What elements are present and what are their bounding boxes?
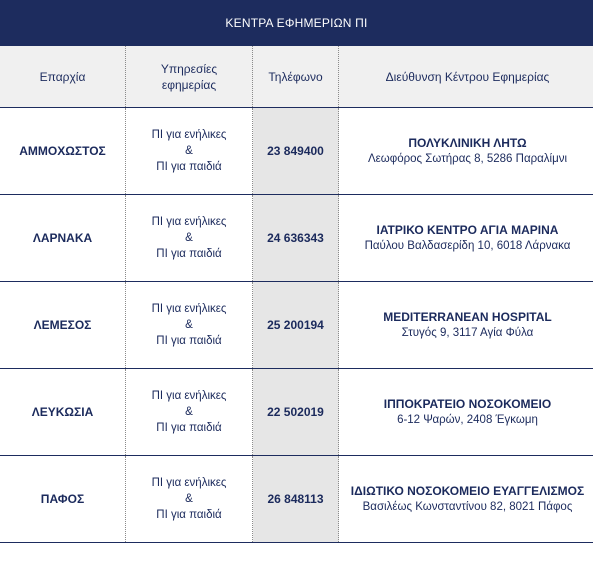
- phone-number[interactable]: 24 636343: [267, 230, 324, 245]
- service-adults: ΠΙ για ενήλικες: [151, 477, 227, 489]
- address-cell: [339, 195, 593, 282]
- services-cell: [126, 195, 253, 282]
- center-address: Στυγός 9, 3117 Αγία Φύλα: [401, 327, 534, 339]
- table-row: [0, 456, 593, 543]
- district-name: ΛΕΜΕΣΟΣ: [33, 317, 92, 332]
- address-cell: [339, 108, 593, 195]
- service-children: ΠΙ για παιδιά: [156, 161, 222, 173]
- service-adults: ΠΙ για ενήλικες: [151, 129, 227, 141]
- table-header-row: [0, 46, 593, 108]
- services-cell: [126, 369, 253, 456]
- district-cell: [0, 282, 126, 369]
- center-address: Παύλου Βαλδασερίδη 10, 6018 Λάρνακα: [364, 240, 571, 252]
- column-header-services-line2: εφημερίας: [161, 77, 217, 92]
- on-call-table: [0, 46, 593, 543]
- service-ampersand: &: [185, 232, 193, 244]
- column-header-services: [126, 46, 253, 108]
- phone-cell: [253, 456, 339, 543]
- column-header-phone: [253, 46, 339, 108]
- services-cell: [126, 108, 253, 195]
- service-children: ΠΙ για παιδιά: [156, 422, 222, 434]
- phone-cell: [253, 282, 339, 369]
- phone-number[interactable]: 23 849400: [267, 143, 324, 158]
- district-name: ΛΑΡΝΑΚΑ: [32, 230, 93, 245]
- service-ampersand: &: [185, 145, 193, 157]
- center-name: ΙΠΠΟΚΡΑΤΕΙΟ ΝΟΣΟΚΟΜΕΙΟ: [383, 397, 552, 411]
- district-name: ΛΕΥΚΩΣΙΑ: [31, 404, 94, 419]
- service-ampersand: &: [185, 406, 193, 418]
- column-header-phone-label: Τηλέφωνο: [268, 69, 323, 84]
- service-children: ΠΙ για παιδιά: [156, 248, 222, 260]
- column-header-address: [339, 46, 593, 108]
- service-adults: ΠΙ για ενήλικες: [151, 303, 227, 315]
- address-cell: [339, 369, 593, 456]
- center-name: MEDITERRANEAN HOSPITAL: [383, 310, 552, 324]
- center-address: Λεωφόρος Σωτήρας 8, 5286 Παραλίμνι: [367, 153, 568, 165]
- center-name: ΙΔΙΩΤΙΚΟ ΝΟΣΟΚΟΜΕΙΟ ΕΥΑΓΓΕΛΙΣΜΟΣ: [350, 484, 585, 498]
- district-cell: [0, 456, 126, 543]
- address-cell: [339, 282, 593, 369]
- column-header-district-label: Επαρχία: [39, 69, 86, 84]
- service-adults: ΠΙ για ενήλικες: [151, 216, 227, 228]
- table-row: [0, 108, 593, 195]
- column-header-address-label: Διεύθυνση Κέντρου Εφημερίας: [385, 69, 550, 84]
- services-cell: [126, 282, 253, 369]
- service-ampersand: &: [185, 493, 193, 505]
- phone-number[interactable]: 22 502019: [267, 404, 324, 419]
- phone-cell: [253, 195, 339, 282]
- center-address: Βασιλέως Κωνσταντίνου 82, 8021 Πάφος: [362, 501, 573, 513]
- page-title: ΚΕΝΤΡΑ ΕΦΗΜΕΡΙΩΝ ΠΙ: [225, 16, 368, 30]
- district-cell: [0, 369, 126, 456]
- service-children: ΠΙ για παιδιά: [156, 509, 222, 521]
- phone-number[interactable]: 25 200194: [267, 317, 324, 332]
- phone-number[interactable]: 26 848113: [267, 491, 324, 506]
- column-header-services-line1: Υπηρεσίες: [160, 61, 218, 76]
- center-name: ΠΟΛΥΚΛΙΝΙΚΗ ΛΗΤΩ: [408, 136, 527, 150]
- district-cell: [0, 108, 126, 195]
- column-header-district: [0, 46, 126, 108]
- services-cell: [126, 456, 253, 543]
- service-adults: ΠΙ για ενήλικες: [151, 390, 227, 402]
- table-row: [0, 282, 593, 369]
- phone-cell: [253, 108, 339, 195]
- title-bar: [0, 0, 593, 46]
- district-name: ΠΑΦΟΣ: [40, 491, 85, 506]
- table-row: [0, 195, 593, 282]
- table-row: [0, 369, 593, 456]
- district-cell: [0, 195, 126, 282]
- phone-cell: [253, 369, 339, 456]
- service-children: ΠΙ για παιδιά: [156, 335, 222, 347]
- district-name: ΑΜΜΟΧΩΣΤΟΣ: [19, 143, 106, 158]
- center-name: ΙΑΤΡΙΚΟ ΚΕΝΤΡΟ ΑΓΙΑ ΜΑΡΙΝΑ: [376, 223, 559, 237]
- service-ampersand: &: [185, 319, 193, 331]
- address-cell: [339, 456, 593, 543]
- center-address: 6-12 Ψαρών, 2408 Έγκωμη: [397, 414, 538, 426]
